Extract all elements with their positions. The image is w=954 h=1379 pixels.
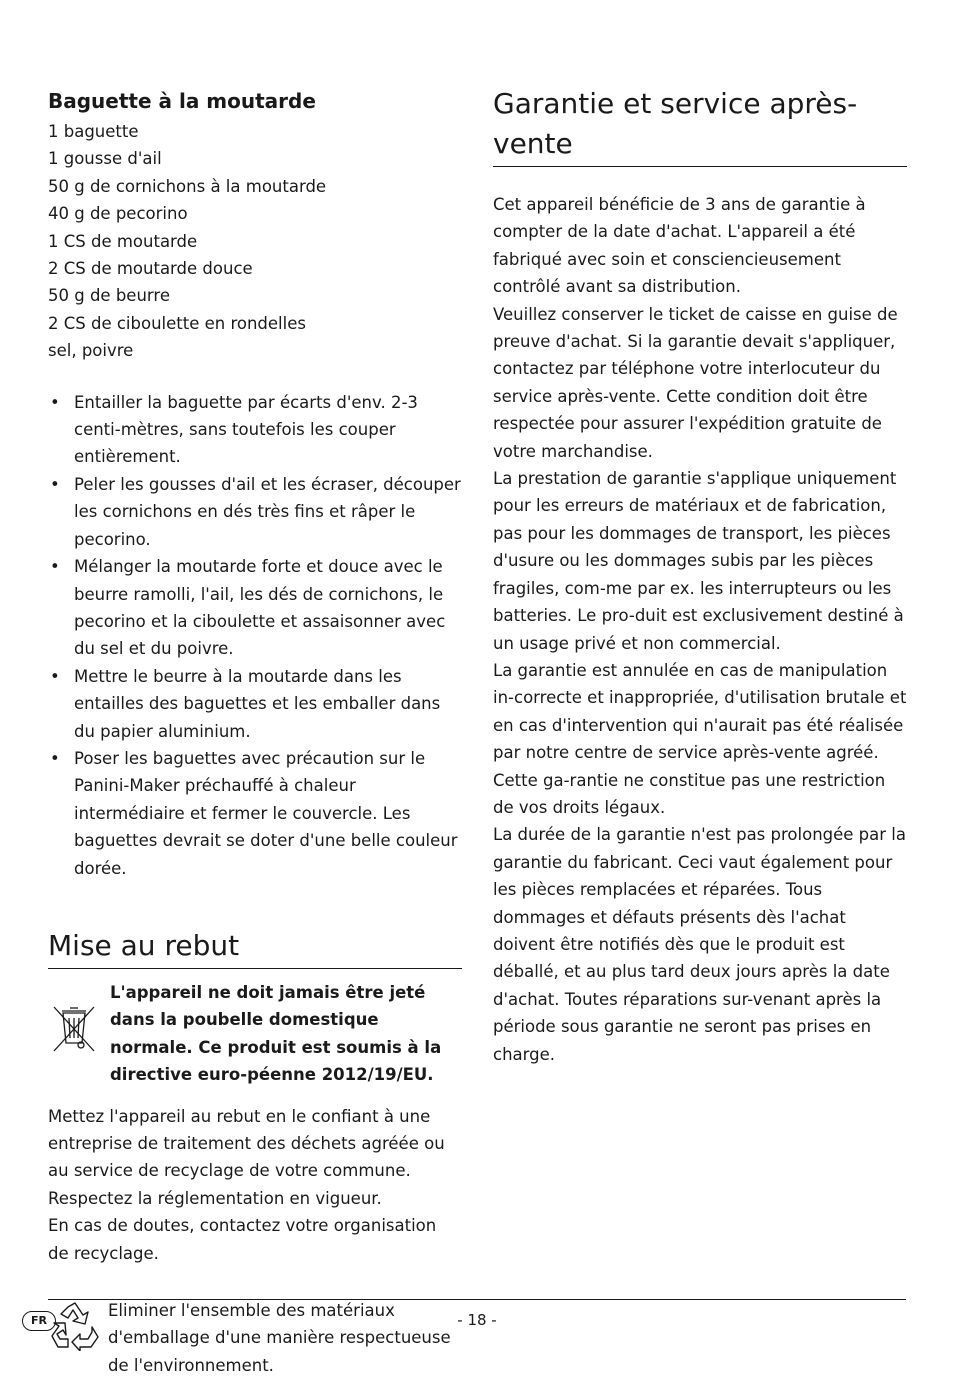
ingredient: 1 CS de moutarde bbox=[48, 231, 198, 251]
guarantee-heading: Garantie et service après-vente bbox=[493, 84, 907, 167]
bullet: • bbox=[50, 557, 60, 577]
bullet: • bbox=[50, 474, 60, 494]
weee-notice-text: L'appareil ne doit jamais être jeté dans la poubelle domestique normale. Ce produit est soumis à la directive euro-péenne 2012/19/EU. bbox=[110, 982, 442, 1085]
guarantee-body bbox=[493, 191, 907, 1068]
bullet: • bbox=[50, 392, 60, 412]
ingredient-list bbox=[48, 118, 462, 365]
disposal-heading: Mise au rebut bbox=[48, 926, 462, 969]
ingredient: 50 g de beurre bbox=[48, 286, 170, 306]
recipe-step bbox=[48, 553, 462, 663]
packaging-text: Eliminer l'ensemble des matériaux d'emballage d'une manière respectueuse de l'environnement. bbox=[108, 1301, 451, 1375]
guarantee-paragraph: La prestation de garantie s'applique uniquement pour les erreurs de matériaux et de fabrication, pas pour les dommages de transport, les pièces d'usure ou les dommages subis par les pièces fragiles, com-me par ex. les interrupteurs ou les batteries. Le pro-duit est exclusivement destiné à un usage privé et non commercial. bbox=[493, 469, 904, 653]
footer-divider bbox=[48, 1299, 906, 1300]
weee-notice bbox=[48, 979, 462, 1089]
recipe-step bbox=[48, 471, 462, 553]
step-text: Mélanger la moutarde forte et douce avec le beurre ramolli, l'ail, les dés de cornichons, le pecorino et la ciboulette et assaisonner avec du sel et du poivre. bbox=[74, 557, 446, 659]
crossed-out-wheelie-bin-icon bbox=[48, 979, 110, 1089]
ingredient: 1 baguette bbox=[48, 122, 139, 141]
ingredient: 2 CS de moutarde douce bbox=[48, 259, 253, 279]
guarantee-paragraph: Cet appareil bénéficie de 3 ans de garantie à compter de la date d'achat. L'appareil a été fabriqué avec soin et consciencieusement contrôlé avant sa distribution. bbox=[493, 195, 866, 297]
disposal-body bbox=[48, 1103, 462, 1267]
disposal-paragraph: En cas de doutes, contactez votre organisation de recyclage. bbox=[48, 1216, 437, 1263]
page-number: - 18 - bbox=[457, 1311, 497, 1329]
ingredient: 2 CS de ciboulette en rondelles bbox=[48, 313, 306, 333]
disposal-paragraph: Mettez l'appareil au rebut en le confiant à une entreprise de traitement des déchets agréée ou au service de recyclage de votre commune. bbox=[48, 1106, 445, 1181]
step-text: Entailler la baguette par écarts d'env. 2-3 centi-mètres, sans toutefois les couper entièrement. bbox=[74, 392, 418, 467]
recipe-steps bbox=[48, 389, 462, 882]
bullet: • bbox=[50, 748, 60, 768]
disposal-paragraph: Respectez la réglementation en vigueur. bbox=[48, 1188, 382, 1208]
guarantee-paragraph: Veuillez conserver le ticket de caisse en guise de preuve d'achat. Si la garantie devait s'appliquer, contactez par téléphone votre interlocuteur du service après-vente. Cette condition doit être respectée pour assurer l'expédition gratuite de votre marchandise. bbox=[493, 304, 898, 461]
recipe-step bbox=[48, 663, 462, 745]
step-text: Mettre le beurre à la moutarde dans les entailles des baguettes et les emballer dans du papier aluminium. bbox=[74, 666, 441, 741]
ingredient: 1 gousse d'ail bbox=[48, 149, 162, 169]
guarantee-paragraph: La durée de la garantie n'est pas prolongée par la garantie du fabricant. Ceci vaut également pour les pièces remplacées et réparées. Tous dommages et défauts présents dès l'achat doivent être notifiés dès que le produit est déballé, et au plus tard deux jours après la date d'achat. Toutes réparations sur-venant après la période sous garantie ne seront pas prises en charge. bbox=[493, 825, 906, 1064]
packaging-notice bbox=[48, 1297, 462, 1379]
right-column bbox=[493, 84, 907, 1068]
bullet: • bbox=[50, 666, 60, 686]
recycle-icon bbox=[48, 1297, 108, 1379]
ingredient: 50 g de cornichons à la moutarde bbox=[48, 176, 327, 196]
recipe-title: Baguette à la moutarde bbox=[48, 89, 316, 113]
language-badge: FR bbox=[22, 1311, 56, 1331]
ingredient: sel, poivre bbox=[48, 341, 134, 361]
step-text: Poser les baguettes avec précaution sur le Panini-Maker préchauffé à chaleur intermédiaire et fermer le couvercle. Les baguettes devrait se doter d'une belle couleur dorée. bbox=[74, 748, 458, 878]
recipe-step bbox=[48, 389, 462, 471]
ingredient: 40 g de pecorino bbox=[48, 204, 188, 224]
step-text: Peler les gousses d'ail et les écraser, découper les cornichons en dés très fins et râper le pecorino. bbox=[74, 474, 461, 549]
recipe-step bbox=[48, 745, 462, 882]
left-column bbox=[48, 84, 462, 1379]
guarantee-paragraph: La garantie est annulée en cas de manipulation in-correcte et inappropriée, d'utilisation brutale et en cas d'intervention qui n'aurait pas été réalisée par notre centre de service après-vente agréé. Cette ga-rantie ne constitue pas une restriction de vos droits légaux. bbox=[493, 660, 907, 817]
